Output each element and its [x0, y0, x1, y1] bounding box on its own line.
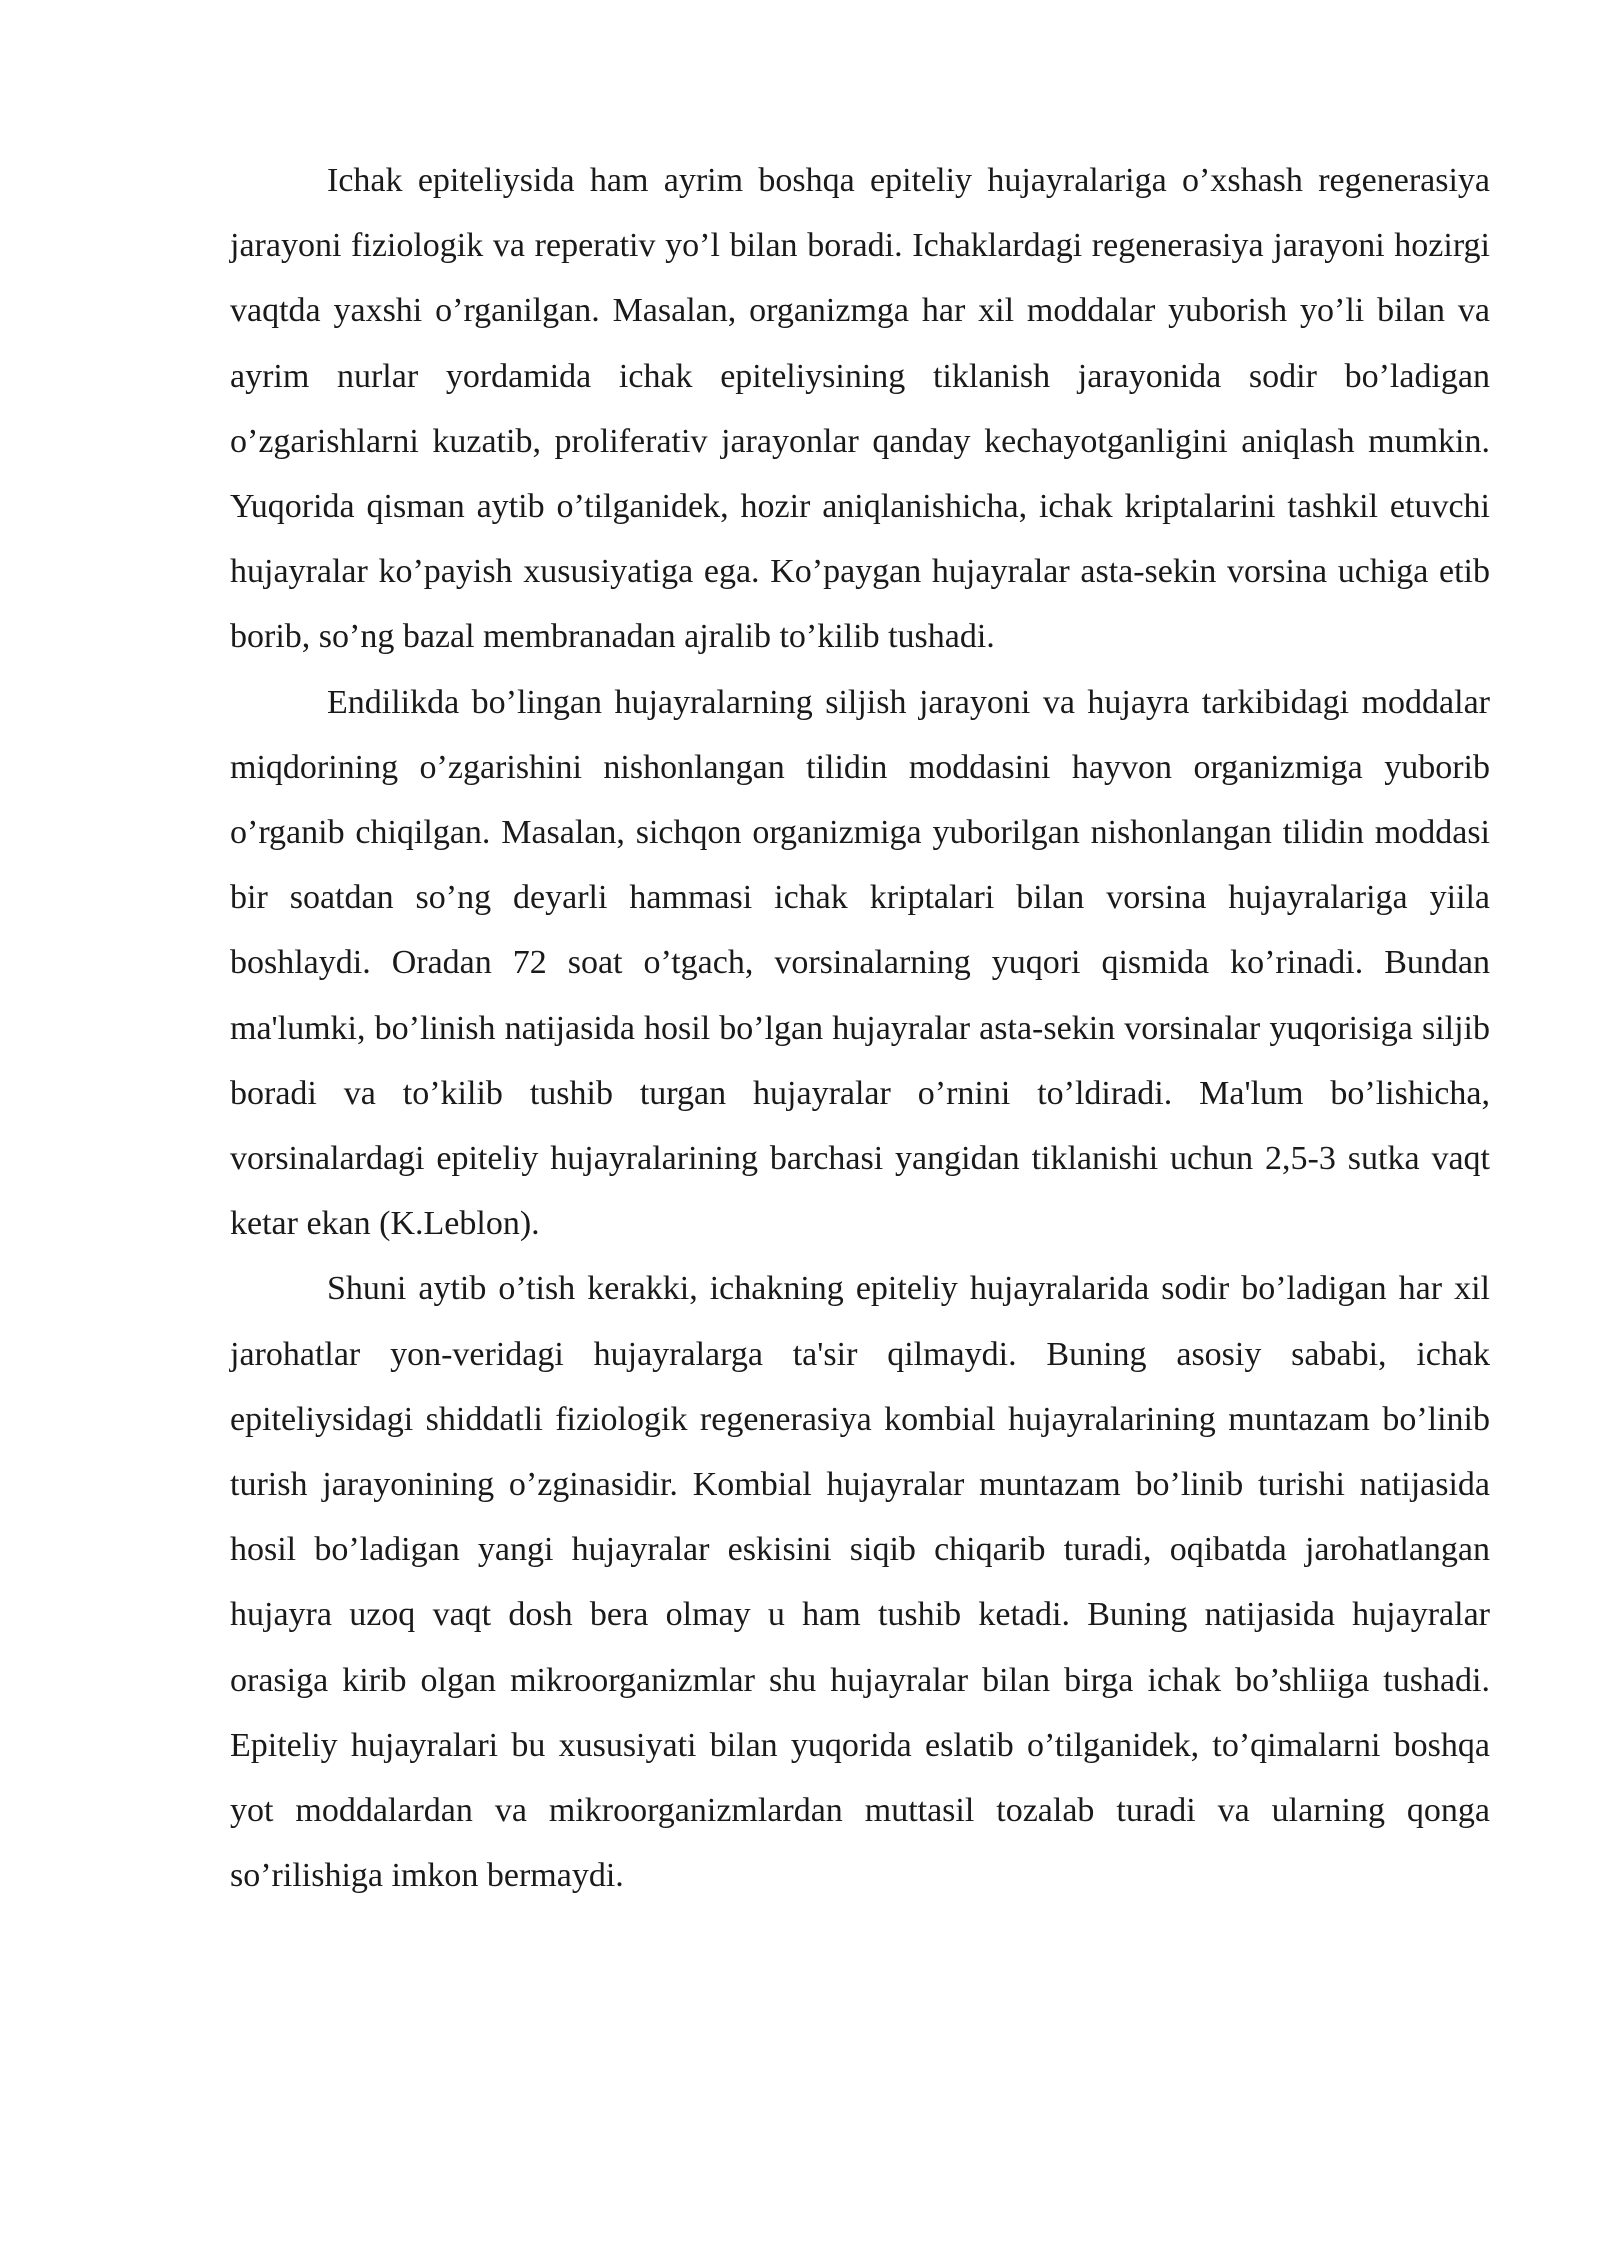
- paragraph-2: Endilikda bo’lingan hujayralarning siljish jarayoni va hujayra tarkibidagi moddalar miqdorining o’zgarishini nishonlangan tilidin moddasini hayvon organizmiga yuborib o’rganib chiqilgan. Masalan, sichqon organizmiga yuborilgan nishonlangan tilidin moddasi bir soatdan so’ng deyarli hammasi ichak kriptalari bilan vorsina hujayralariga yiila boshlaydi. Oradan 72 soat o’tgach, vorsinalarning yuqori qismida ko’rinadi. Bundan ma'lumki, bo’linish natijasida hosil bo’lgan hujayralar asta-sekin vorsinalar yuqorisiga siljib boradi va to’kilib tushib turgan hujayralar o’rnini to’ldiradi. Ma'lum bo’lishicha, vorsinalardagi epiteliy hujayralarining barchasi yangidan tiklanishi uchun 2,5-3 sutka vaqt ketar ekan (K.Leblon).: [230, 683, 1490, 1243]
- paragraph-3: Shuni aytib o’tish kerakki, ichakning epiteliy hujayralarida sodir bo’ladigan har xil jarohatlar yon-veridagi hujayralarga ta'sir qilmaydi. Buning asosiy sababi, ichak epiteliysidagi shiddatli fiziologik regenerasiya kombial hujayralarining muntazam bo’linib turish jarayonining o’zginasidir. Kombial hujayralar muntazam bo’linib turishi natijasida hosil bo’ladigan yangi hujayralar eskisini siqib chiqarib turadi, oqibatda jarohatlangan hujayra uzoq vaqt dosh bera olmay u ham tushib ketadi. Buning natijasida hujayralar orasiga kirib olgan mikroorganizmlar shu hujayralar bilan birga ichak bo’shliiga tushadi. Epiteliy hujayralari bu xususiyati bilan yuqorida eslatib o’tilganidek, to’qimalarni boshqa yot moddalardan va mikroorganizmlardan muttasil tozalab turadi va ularning qonga so’rilishiga imkon bermaydi.: [230, 1270, 1490, 1895]
- body-text: [230, 148, 1490, 1908]
- paragraph-1: Ichak epiteliysida ham ayrim boshqa epiteliy hujayralariga o’xshash regenerasiya jarayoni fiziologik va reperativ yo’l bilan boradi. Ichaklardagi regenerasiya jarayoni hozirgi vaqtda yaxshi o’rganilgan. Masalan, organizmga har xil moddalar yuborish yo’li bilan va ayrim nurlar yordamida ichak epiteliysining tiklanish jarayonida sodir bo’ladigan o’zgarishlarni kuzatib, proliferativ jarayonlar qanday kechayotganligini aniqlash mumkin. Yuqorida qisman aytib o’tilganidek, hozir aniqlanishicha, ichak kriptalarini tashkil etuvchi hujayralar ko’payish xususiyatiga ega. Ko’paygan hujayralar asta-sekin vorsina uchiga etib borib, so’ng bazal membranadan ajralib to’kilib tushadi.: [230, 162, 1490, 656]
